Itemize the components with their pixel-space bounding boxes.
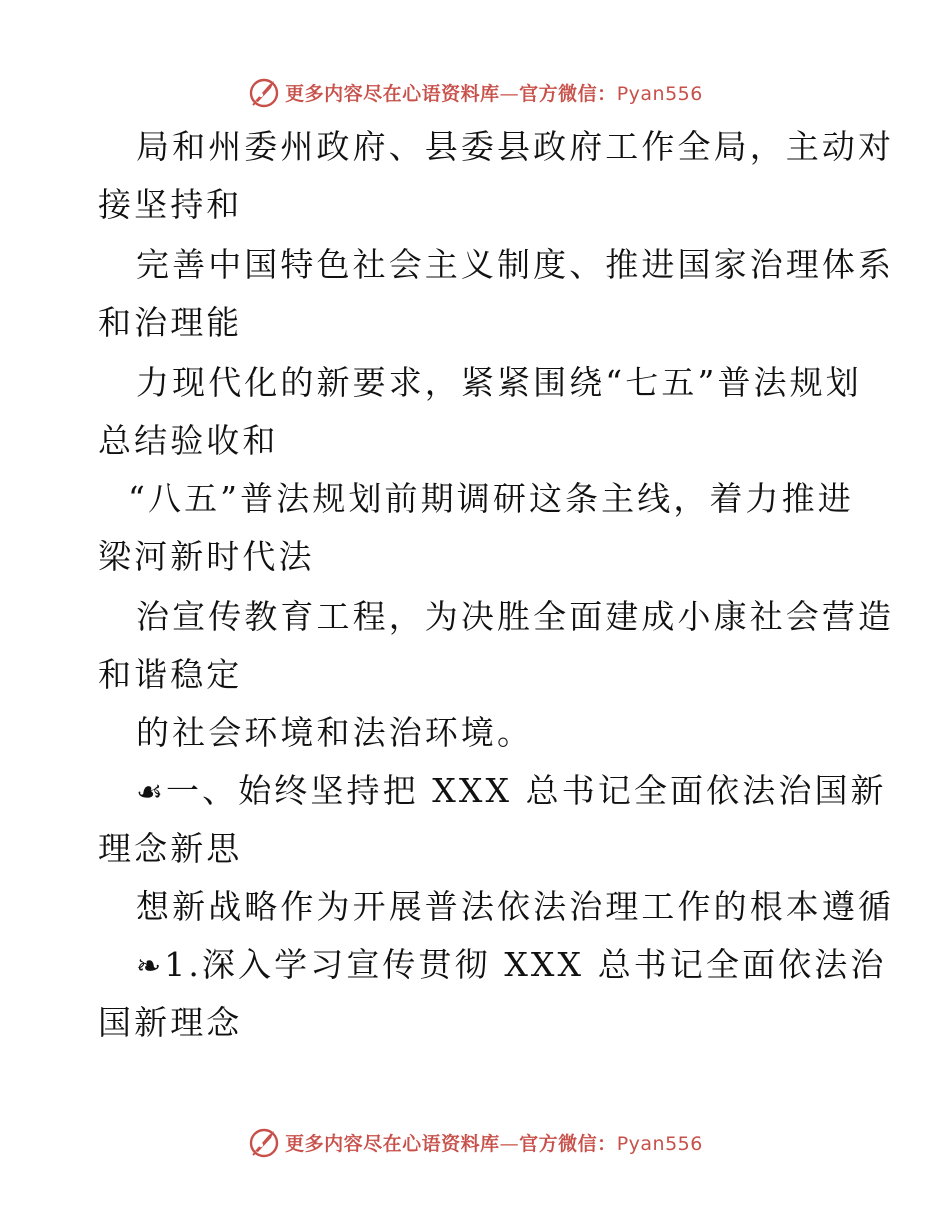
floral-bullet-icon: ❧ bbox=[136, 949, 165, 984]
text-line: 和谐稳定 bbox=[98, 655, 243, 694]
text-line: 想新战略作为开展普法依法治理工作的根本遵循 bbox=[136, 887, 895, 926]
header-watermark bbox=[0, 72, 950, 112]
quill-pen-logo-icon bbox=[247, 75, 281, 109]
subsection-heading-line bbox=[136, 936, 887, 994]
watermark-brand: 更多内容尽在心语资料库 bbox=[285, 82, 500, 105]
text-line: 接坚持和 bbox=[98, 185, 243, 224]
text-line: 治宣传教育工程，为决胜全面建成小康社会营造 bbox=[136, 597, 895, 636]
watermark-contact-label: 官方微信： bbox=[519, 82, 617, 105]
text-line: 完善中国特色社会主义制度、推进国家治理体系 bbox=[136, 245, 895, 284]
subsection-heading-text: 1.深入学习宣传贯彻 XXX 总书记全面依法治 bbox=[164, 945, 887, 984]
watermark-contact-id: Pyan556 bbox=[616, 82, 703, 105]
text-line: 和治理能 bbox=[98, 303, 243, 342]
watermark-contact-id: Pyan556 bbox=[616, 1132, 703, 1155]
quill-pen-logo-icon bbox=[247, 1125, 281, 1159]
text-line: 总结验收和 bbox=[98, 421, 279, 460]
section-heading-line bbox=[136, 762, 887, 820]
text-line: 力现代化的新要求，紧紧围绕“七五”普法规划 bbox=[136, 363, 862, 402]
footer-watermark bbox=[0, 1122, 950, 1162]
text-line: “八五”普法规划前期调研这条主线，着力推进 bbox=[128, 479, 854, 518]
watermark-separator: — bbox=[499, 1132, 520, 1155]
watermark-brand: 更多内容尽在心语资料库 bbox=[285, 1132, 500, 1155]
floral-bullet-icon: ☙ bbox=[136, 775, 166, 810]
text-line: 理念新思 bbox=[98, 829, 243, 868]
text-line: 国新理念 bbox=[98, 1003, 243, 1042]
watermark-separator: — bbox=[499, 82, 520, 105]
watermark-contact-label: 官方微信： bbox=[519, 1132, 617, 1155]
section-heading-text: 一、始终坚持把 XXX 总书记全面依法治国新 bbox=[166, 771, 887, 810]
text-line: 局和州委州政府、县委县政府工作全局，主动对 bbox=[136, 127, 895, 166]
text-line: 的社会环境和法治环境。 bbox=[136, 713, 534, 752]
text-line: 梁河新时代法 bbox=[98, 537, 315, 576]
